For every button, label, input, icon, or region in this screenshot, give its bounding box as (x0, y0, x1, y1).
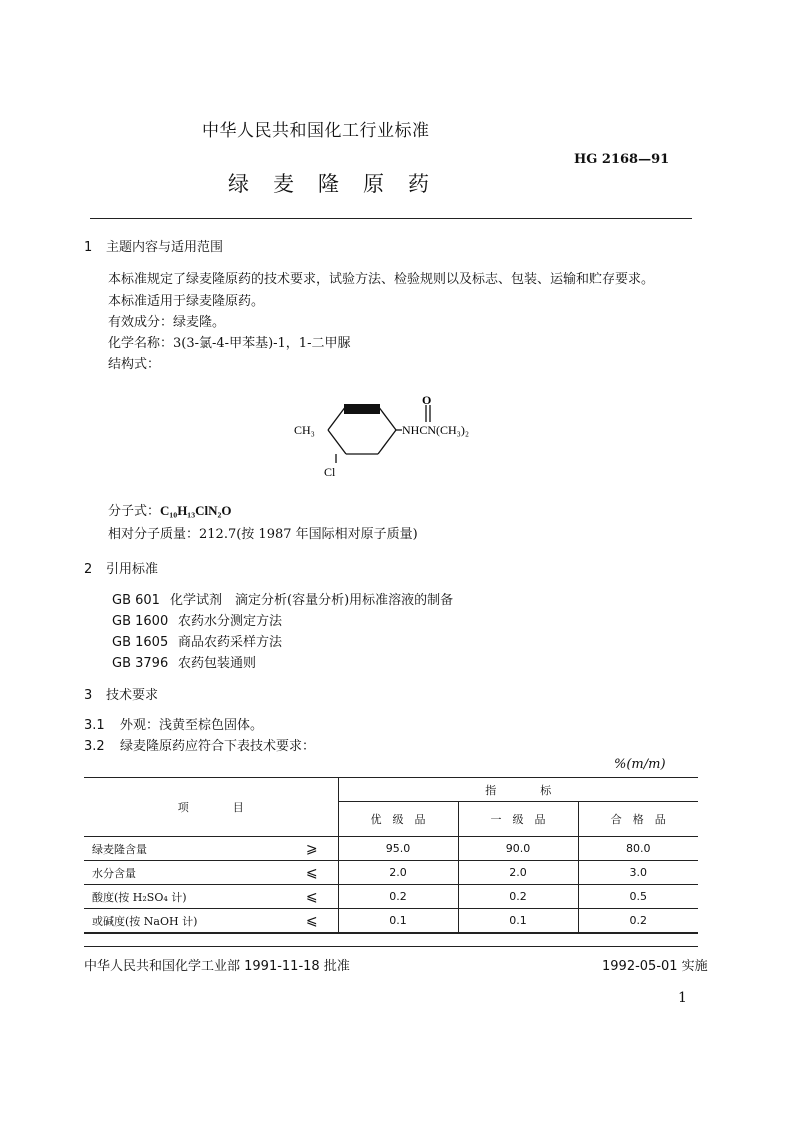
row-operator: ⩽ (286, 861, 338, 885)
row-name: 或碱度(按 NaOH 计) (84, 909, 286, 934)
paragraph: 本标准规定了绿麦隆原药的技术要求，试验方法、检验规则以及标志、包装、运输和贮存要求。 (108, 272, 655, 287)
structural-formula (288, 392, 518, 482)
footer-rule (84, 946, 698, 947)
cell-value: 0.2 (338, 885, 458, 909)
ring-bond-marker (344, 404, 380, 414)
index-header: 指 标 (338, 778, 698, 802)
effective-date: 1992-05-01 实施 (602, 959, 708, 974)
methyl-label: CH₃ (294, 423, 315, 437)
table-row (84, 861, 698, 885)
standard-org-title: 中华人民共和国化工行业标准 (202, 121, 430, 141)
table-row (84, 909, 698, 934)
reference-title: 农药水分测定方法 (178, 614, 283, 629)
subsection-text: 外观：浅黄至棕色固体。 (120, 718, 264, 733)
section-number: 3 (84, 688, 93, 703)
molecular-weight: 相对分子质量：212.7(按 1987 年国际相对原子质量) (108, 527, 418, 542)
row-name: 水分含量 (84, 861, 286, 885)
subsection-3-2 (84, 735, 315, 754)
reference-code: GB 601 (112, 593, 160, 608)
section-number: 1 (84, 240, 93, 255)
approval-note: 中华人民共和国化学工业部 1991-11-18 批准 (84, 959, 350, 974)
reference-item (112, 631, 282, 650)
reference-title: 农药包装通则 (178, 656, 257, 671)
reference-code: GB 3796 (112, 656, 169, 671)
section-3-heading (84, 684, 158, 703)
formula-label: 分子式： (108, 504, 161, 519)
row-name: 绿麦隆含量 (84, 837, 286, 861)
reference-title: 化学试剂 滴定分析(容量分析)用标准溶液的制备 (170, 593, 454, 608)
substituent-label: NHCN(CH₃)₂ (402, 423, 470, 437)
unit-label: %(m/m) (614, 757, 666, 772)
item-header: 项 目 (84, 778, 338, 837)
subsection-number: 3.2 (84, 739, 105, 754)
document-title: 绿麦隆原药 (228, 172, 453, 196)
header-rule (90, 218, 692, 219)
paragraph: 本标准适用于绿麦隆原药。 (108, 294, 265, 309)
oxygen-label: O (422, 393, 432, 407)
reference-item (112, 652, 256, 671)
reference-title: 商品农药采样方法 (178, 635, 283, 650)
section-title: 技术要求 (106, 688, 159, 703)
spec-table (84, 777, 698, 934)
grade-header: 优 级 品 (338, 802, 458, 837)
row-operator: ⩽ (286, 885, 338, 909)
cell-value: 0.1 (338, 909, 458, 934)
standard-code: HG 2168—91 (574, 152, 670, 167)
grade-header: 一 级 品 (458, 802, 578, 837)
subsection-number: 3.1 (84, 718, 105, 733)
cell-value: 2.0 (338, 861, 458, 885)
section-1-heading (84, 236, 223, 255)
cell-value: 80.0 (578, 837, 698, 861)
table-row (84, 885, 698, 909)
section-title: 主题内容与适用范围 (106, 240, 224, 255)
section-title: 引用标准 (106, 562, 159, 577)
cell-value: 3.0 (578, 861, 698, 885)
molecular-formula (108, 500, 232, 519)
cell-value: 95.0 (338, 837, 458, 861)
paragraph: 化学名称：3(3-氯-4-甲苯基)-1，1-二甲脲 (108, 336, 351, 351)
row-operator: ⩽ (286, 909, 338, 934)
row-name: 酸度(按 H₂SO₄ 计) (84, 885, 286, 909)
cell-value: 0.2 (458, 885, 578, 909)
cell-value: 0.1 (458, 909, 578, 934)
section-number: 2 (84, 562, 93, 577)
reference-code: GB 1600 (112, 614, 169, 629)
cell-value: 0.5 (578, 885, 698, 909)
paragraph: 结构式： (108, 357, 161, 372)
section-2-heading (84, 558, 158, 577)
table-row (84, 837, 698, 861)
grade-header: 合 格 品 (578, 802, 698, 837)
reference-code: GB 1605 (112, 635, 169, 650)
reference-item (112, 610, 282, 629)
subsection-text: 绿麦隆原药应符合下表技术要求： (120, 739, 316, 754)
subsection-3-1 (84, 714, 263, 733)
cell-value: 2.0 (458, 861, 578, 885)
chloro-label: Cl (324, 465, 336, 479)
cell-value: 90.0 (458, 837, 578, 861)
cell-value: 0.2 (578, 909, 698, 934)
row-operator: ⩾ (286, 837, 338, 861)
reference-item (112, 589, 453, 608)
formula-value: C₁₀H₁₃ClN₂O (160, 503, 232, 518)
paragraph: 有效成分：绿麦隆。 (108, 315, 226, 330)
page-number: 1 (678, 990, 687, 1006)
